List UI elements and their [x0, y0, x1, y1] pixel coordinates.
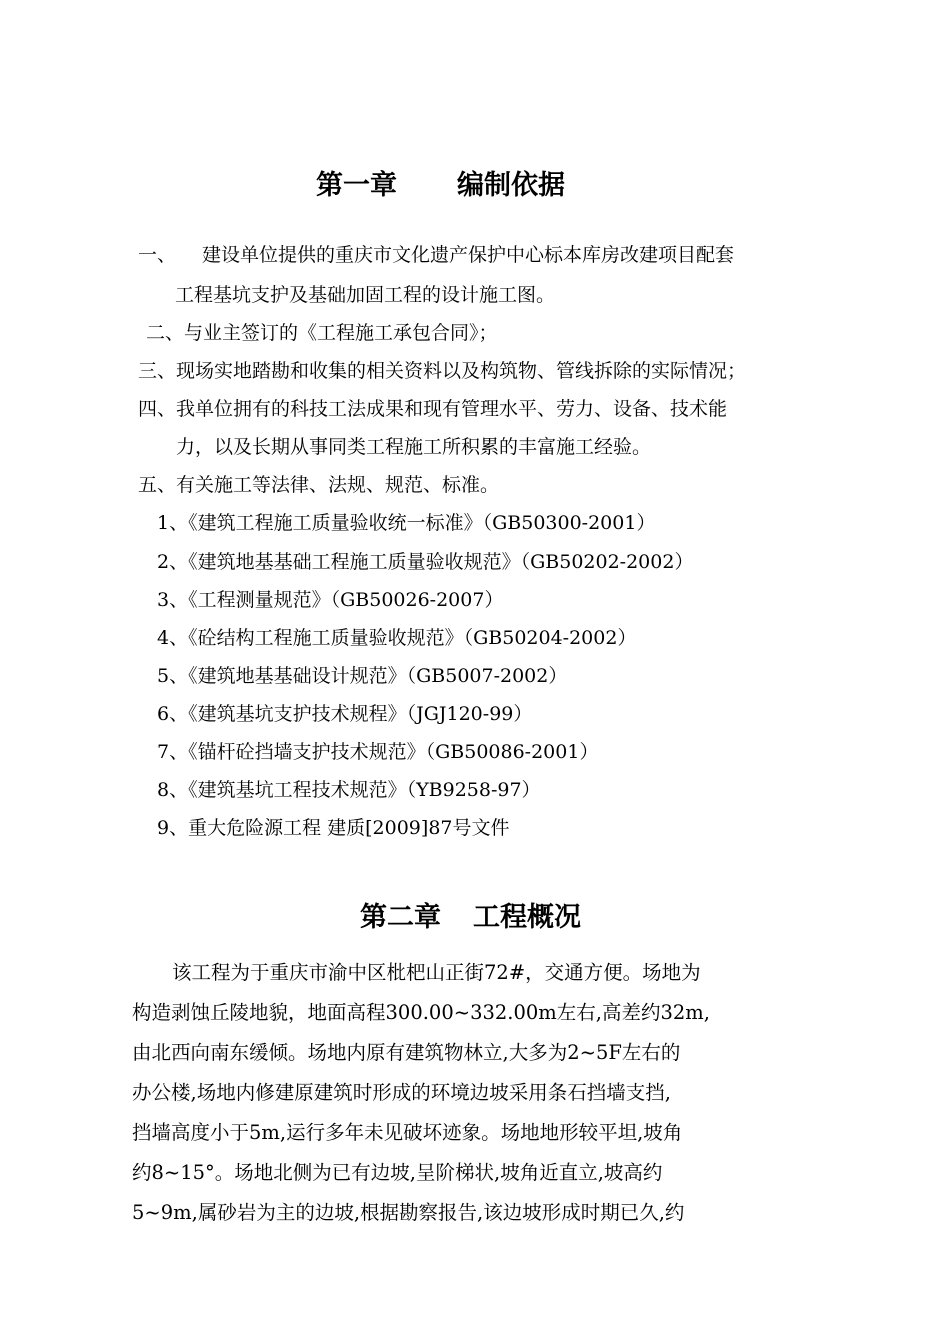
overview-line: 5~9m,属砂岩为主的边坡,根据勘察报告,该边坡形成时期已久,约 — [132, 1201, 685, 1224]
basis-marker: 三、 — [138, 360, 177, 382]
chapter-2-title: 工程概况 — [473, 902, 581, 933]
standard-text: 《砼结构工程施工质量验收规范》（GB50204-2002） — [188, 627, 637, 649]
basis-item-2 — [146, 324, 498, 343]
standard-text: 《建筑工程施工质量验收统一标准》（GB50300-2001） — [188, 512, 656, 534]
standard-item — [157, 553, 693, 572]
overview-line: 该工程为于重庆市渝中区枇杷山正街72#，交通方便。场地为 — [172, 961, 701, 984]
standard-number: 7、 — [157, 741, 189, 763]
standard-item — [157, 629, 636, 648]
standard-text: 《锚杆砼挡墙支护技术规范》（GB50086-2001） — [188, 741, 599, 763]
overview-line: 约8~15°。场地北侧为已有边坡,呈阶梯状,坡角近直立,坡高约 — [132, 1161, 663, 1184]
chapter-2-heading — [360, 895, 581, 934]
basis-marker: 一、 — [138, 244, 177, 266]
overview-line: 办公楼,场地内修建原建筑时形成的环境边坡采用条石挡墙支挡, — [132, 1081, 671, 1104]
standard-number: 1、 — [157, 512, 189, 534]
standard-number: 5、 — [157, 665, 189, 687]
standard-item — [157, 705, 532, 724]
basis-text: 与业主签订的《工程施工承包合同》； — [184, 322, 498, 344]
standard-item — [157, 819, 510, 838]
standard-text: 《建筑地基基础工程施工质量验收规范》（GB50202-2002） — [188, 551, 694, 573]
basis-item-3 — [138, 362, 746, 381]
standard-text: 《工程测量规范》（GB50026-2007） — [188, 589, 504, 611]
basis-item-1 — [138, 246, 734, 265]
overview-paragraph — [132, 963, 824, 1233]
standard-text: 《建筑基坑工程技术规范》（YB9258-97） — [188, 779, 541, 801]
standard-number: 6、 — [157, 703, 189, 725]
chapter-1-number: 第一章 — [316, 170, 397, 201]
chapter-2-number: 第二章 — [360, 902, 441, 933]
overview-line: 由北西向南东缓倾。场地内原有建筑物林立,大多为2~5F左右的 — [132, 1041, 681, 1064]
standard-item — [157, 743, 598, 762]
basis-marker: 四、 — [138, 398, 177, 420]
chapter-1-title: 编制依据 — [457, 170, 565, 201]
basis-item-5 — [138, 476, 499, 495]
basis-text: 现场实地踏勘和收集的相关资料以及构筑物、管线拆除的实际情况； — [176, 360, 747, 382]
standard-text: 《建筑基坑支护技术规程》（JGJ120-99） — [188, 703, 533, 725]
standard-number: 2、 — [157, 551, 189, 573]
basis-text: 我单位拥有的科技工法成果和现有管理水平、劳力、设备、技术能 — [176, 398, 728, 420]
basis-item-4 — [138, 400, 727, 419]
standard-number: 9、 — [157, 817, 189, 839]
standard-text: 《建筑地基基础设计规范》（GB5007-2002） — [188, 665, 568, 687]
standard-item — [157, 667, 567, 686]
standard-item — [157, 781, 541, 800]
standard-item — [157, 514, 655, 533]
standard-text: 重大危险源工程 建质[2009]87号文件 — [188, 817, 510, 839]
basis-text: 有关施工等法律、法规、规范、标准。 — [176, 474, 500, 496]
chapter-1-heading — [316, 163, 565, 202]
overview-line: 挡墙高度小于5m,运行多年未见破坏迹象。场地地形较平坦,坡角 — [132, 1121, 683, 1144]
standard-number: 3、 — [157, 589, 189, 611]
overview-line: 构造剥蚀丘陵地貌，地面高程300.00~332.00m左右,高差约32m, — [132, 1001, 710, 1024]
basis-item-1-cont: 工程基坑支护及基础加固工程的设计施工图。 — [175, 284, 556, 306]
basis-marker: 五、 — [138, 474, 177, 496]
standard-number: 8、 — [157, 779, 189, 801]
basis-item-4-cont: 力，以及长期从事同类工程施工所积累的丰富施工经验。 — [176, 436, 652, 458]
basis-text: 建设单位提供的重庆市文化遗产保护中心标本库房改建项目配套 — [202, 244, 735, 266]
standard-number: 4、 — [157, 627, 189, 649]
basis-marker: 二、 — [146, 322, 185, 344]
standard-item — [157, 591, 503, 610]
